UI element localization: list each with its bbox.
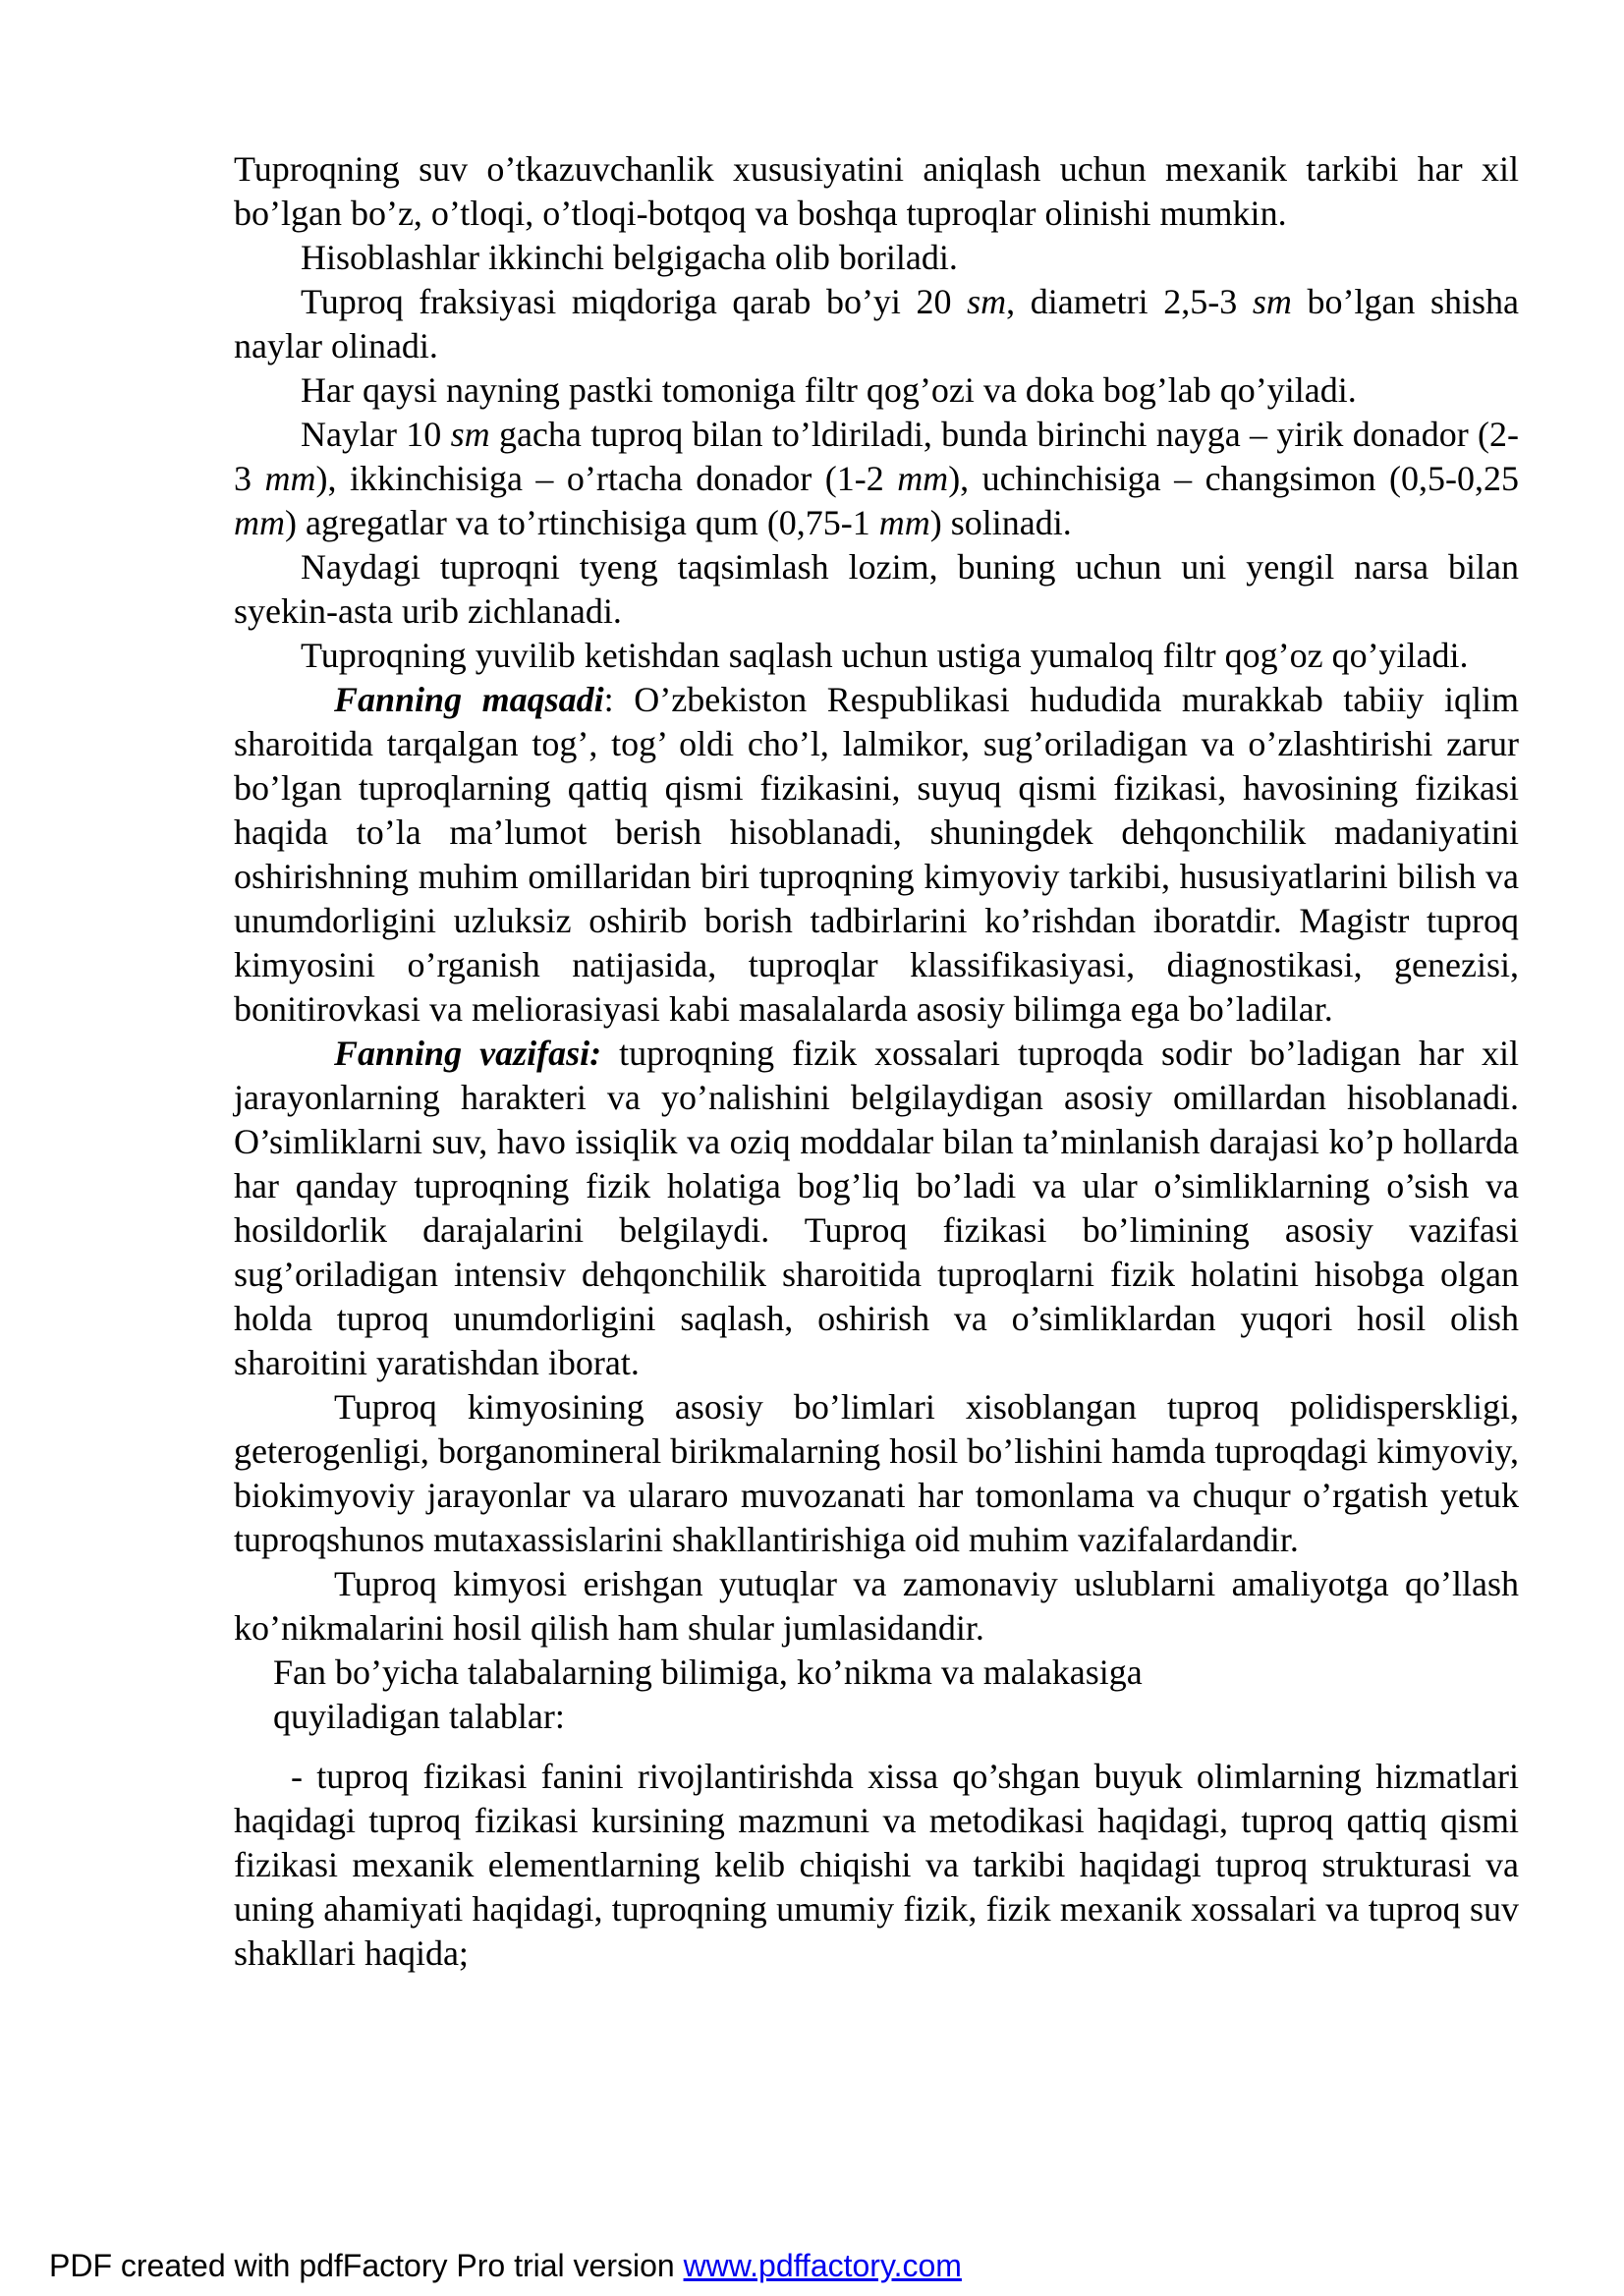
paragraph-5: Naylar 10 sm gacha tuproq bilan to’ldiriladi, bunda birinchi nayga – yirik donador (2-3 mm), ikkinchisiga – o’rtacha donador (1-2 mm), uchinchisiga – changsimon (0,5-0,25 mm) agregatlar va to’rtinchisiga qum (0,75-1 mm) solinadi. — [234, 415, 1519, 542]
footer-text: PDF created with pdfFactory Pro trial version — [49, 2248, 684, 2283]
paragraph-11: Tuproq kimyosi erishgan yutuqlar va zamonaviy uslublarni amaliyotga qo’llash ko’nikmalarini hosil qilish ham shular jumlasidandir. — [234, 1564, 1519, 1648]
document-page — [234, 147, 1519, 1976]
paragraph-3: Tuproq fraksiyasi miqdoriga qarab bo’yi 20 sm, diametri 2,5-3 sm bo’lgan shisha naylar olinadi. — [234, 282, 1520, 365]
footer-link[interactable]: www.pdffactory.com — [683, 2248, 962, 2283]
paragraph-goal: Fanning maqsadi: O’zbekiston Respublikasi hududida murakkab tabiiy iqlim sharoitida tarqalgan tog’, tog’ oldi cho’l, lalmikor, sug’oriladigan va o’zlashtirishi zarur bo’lgan tuproqlarning qattiq qismi fizikasini, suyuq qismi fizikasi, havosining fizikasi haqida to’la ma’lumot berish hisoblanadi, shuningdek dehqonchilik madaniyatini oshirishning muhim omillaridan biri tuproqning kimyoviy tarkibi, hususiyatlarini bilish va unumdorligini uzluksiz oshirib borish tadbirlarini ko’rishdan iboratdir. Magistr tuproq kimyosini o’rganish natijasida, tuproqlar klassifikasiyasi, diagnostikasi, genezisi, bonitirovkasi va meliorasiyasi kabi masalalarda asosiy bilimga ega bo’ladilar. — [234, 680, 1520, 1029]
requirements-heading: Fan bo’yicha talabalarning bilimiga, ko’nikma va malakasiga quyiladigan talablar: — [273, 1652, 1143, 1736]
paragraph-2: Hisoblashlar ikkinchi belgigacha olib boriladi. — [301, 238, 958, 277]
task-label: Fanning vazifasi: — [334, 1034, 602, 1073]
paragraph-task: Fanning vazifasi: tuproqning fizik xossalari tuproqda sodir bo’ladigan har xil jarayonlarning harakteri va yo’nalishini belgilaydigan asosiy omillardan hisoblanadi. O’simliklarni suv, havo issiqlik va oziq moddalar bilan ta’minlanish darajasi ko’p hollarda har qanday tuproqning fizik holatiga bog’liq bo’ladi va ular o’simliklarning o’sish va hosildorlik darajalarini belgilaydi. Tuproq fizikasi bo’limining asosiy vazifasi sug’oriladigan intensiv dehqonchilik sharoitida tuproqlarni fizik holatini hisobga olgan holda tuproq unumdorligini saqlash, oshirish va o’simliklardan yuqori hosil olish sharoitini yaratishdan iborat. — [234, 1034, 1519, 1382]
goal-label: Fanning maqsadi — [334, 680, 604, 719]
pdf-footer — [49, 2246, 962, 2285]
paragraph-7: Tuproqning yuvilib ketishdan saqlash uchun ustiga yumaloq filtr qog’oz qo’yiladi. — [301, 636, 1469, 675]
paragraph-6: Naydagi tuproqni tyeng taqsimlash lozim, buning uchun uni yengil narsa bilan syekin-asta urib zichlanadi. — [234, 547, 1519, 631]
paragraph-4: Har qaysi nayning pastki tomoniga filtr qog’ozi va doka bog’lab qo’yiladi. — [301, 370, 1357, 410]
paragraph-1: Tuproqning suv o’tkazuvchanlik xususiyatini aniqlash uchun mexanik tarkibi har xil bo’lgan bo’z, o’tloqi, o’tloqi-botqoq va boshqa tuproqlar olinishi mumkin. — [234, 149, 1519, 233]
list-item: - tuproq fizikasi fanini rivojlantirishda xissa qo’shgan buyuk olimlarning hizmatlari haqidagi tuproq fizikasi kursining mazmuni va metodikasi haqidagi, tuproq qattiq qismi fizikasi mexanik elementlarning kelib chiqishi va tarkibi haqidagi tuproq strukturasi va uning ahamiyati haqidagi, tuproqning umumiy fizik, fizik mexanik xossalari va tuproq suv shakllari haqida; — [234, 1757, 1519, 1973]
paragraph-10: Tuproq kimyosining asosiy bo’limlari xisoblangan tuproq polidisperskligi, geterogenligi, borganomineral birikmalarning hosil bo’lishini hamda tuproqdagi kimyoviy, biokimyoviy jarayonlar va ulararo muvozanati har tomonlama va chuqur o’rgatish yetuk tuproqshunos mutaxassislarini shakllantirishiga oid muhim vazifalardandir. — [234, 1387, 1519, 1559]
